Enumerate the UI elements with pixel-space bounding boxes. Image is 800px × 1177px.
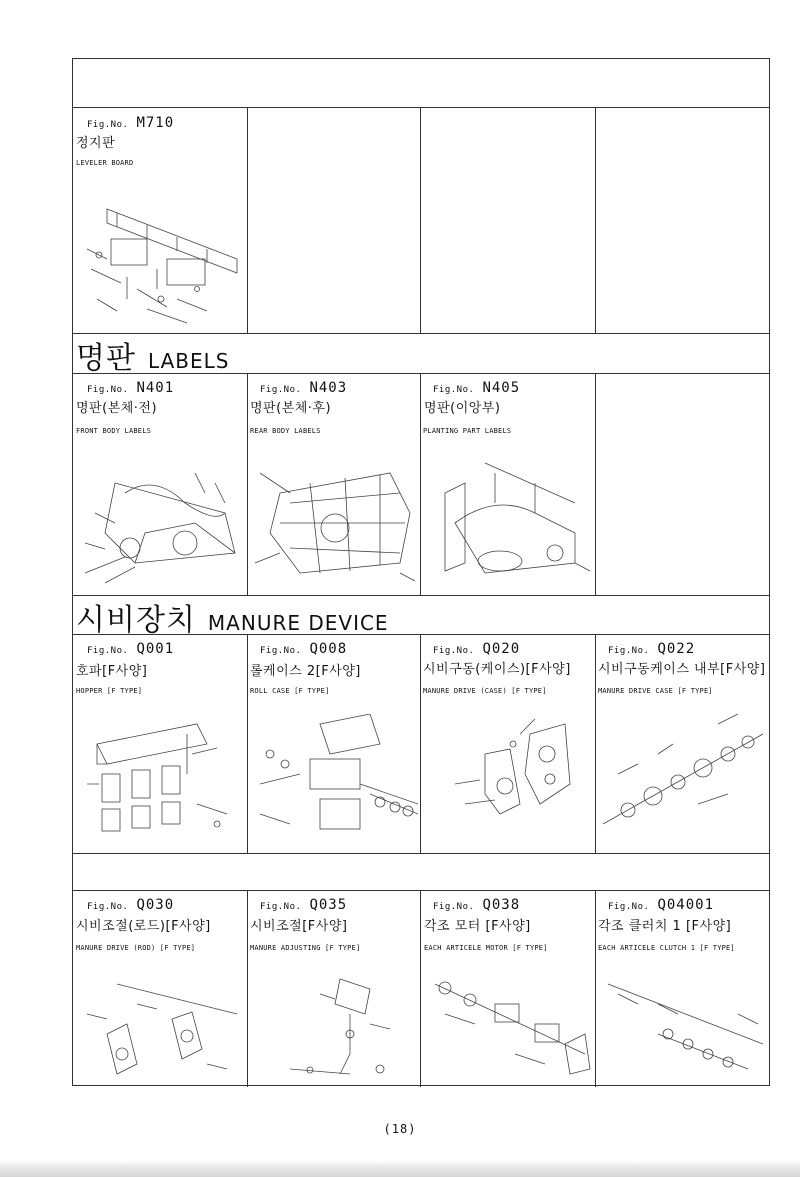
exploded-parts-drawing <box>250 453 418 587</box>
fig-title-ko: 호파[F사양] <box>76 664 148 679</box>
fig-number: Fig.No. Q001 <box>87 641 175 657</box>
figure-cell-n401[interactable] <box>73 373 247 594</box>
fig-title-en: EACH ARTICELE MOTOR [F TYPE] <box>424 944 548 952</box>
fig-title-en: MANURE DRIVE (CASE) [F TYPE] <box>423 687 547 695</box>
figure-cell-m710[interactable] <box>73 107 247 332</box>
fig-title-ko: 롤케이스 2[F사양] <box>250 664 361 679</box>
section-title-ko: 명판 <box>76 341 136 376</box>
grid-rule <box>73 853 769 854</box>
fig-number: Fig.No. N401 <box>87 380 175 396</box>
fig-title-ko: 명판(본체·전) <box>76 401 158 416</box>
fig-number: Fig.No. Q030 <box>87 897 175 913</box>
fig-title-ko: 명판(이앙부) <box>424 401 501 416</box>
fig-title-ko: 명판(본체·후) <box>250 401 332 416</box>
fig-title-en: ROLL CASE [F TYPE] <box>250 687 330 695</box>
grid-rule <box>595 373 596 595</box>
exploded-parts-drawing <box>77 189 243 325</box>
figure-cell-q038[interactable] <box>421 890 595 1086</box>
grid-rule <box>420 107 421 333</box>
exploded-parts-drawing <box>250 714 418 846</box>
exploded-parts-drawing <box>250 974 418 1082</box>
exploded-parts-drawing <box>598 974 766 1082</box>
fig-title-en: LEVELER BOARD <box>76 159 134 167</box>
figure-cell-n403[interactable] <box>248 373 420 594</box>
figure-cell-q030[interactable] <box>73 890 247 1086</box>
section-title-labels <box>76 333 229 377</box>
fig-title-en: REAR BODY LABELS <box>250 427 321 435</box>
fig-number: Fig.No. Q008 <box>260 641 348 657</box>
fig-number: Fig.No. M710 <box>87 115 175 131</box>
exploded-parts-drawing <box>425 453 593 587</box>
exploded-parts-drawing <box>425 974 591 1082</box>
fig-number: Fig.No. Q022 <box>608 641 696 657</box>
page-number: (18) <box>383 1122 417 1136</box>
figure-cell-q001[interactable] <box>73 634 247 852</box>
grid-rule <box>595 107 596 333</box>
exploded-parts-drawing <box>75 453 245 587</box>
fig-number: Fig.No. N405 <box>433 380 521 396</box>
section-title-en: MANURE DEVICE <box>207 611 389 635</box>
fig-title-en: MANURE DRIVE CASE [F TYPE] <box>598 687 713 695</box>
figure-cell-n405[interactable] <box>421 373 595 594</box>
figure-cell-q008[interactable] <box>248 634 420 852</box>
fig-title-en: PLANTING PART LABELS <box>423 427 512 435</box>
fig-number: Fig.No. Q035 <box>260 897 348 913</box>
exploded-parts-drawing <box>598 714 766 846</box>
fig-number: Fig.No. N403 <box>260 380 348 396</box>
section-title-ko: 시비장치 <box>76 603 196 638</box>
exploded-parts-drawing <box>425 714 591 846</box>
section-title-en: LABELS <box>147 349 230 373</box>
exploded-parts-drawing <box>77 714 243 846</box>
exploded-parts-drawing <box>77 974 243 1082</box>
figure-cell-q04001[interactable] <box>596 890 769 1086</box>
figure-cell-q020[interactable] <box>421 634 595 852</box>
page-bottom-edge <box>0 1160 800 1177</box>
fig-number: Fig.No. Q04001 <box>608 897 715 913</box>
grid-rule <box>247 107 248 333</box>
fig-title-en: MANURE DRIVE (ROD) [F TYPE] <box>76 944 196 952</box>
fig-title-ko: 각조 클러치 1 [F사양] <box>598 919 732 934</box>
fig-number: Fig.No. Q038 <box>433 897 521 913</box>
fig-number: Fig.No. Q020 <box>433 641 521 657</box>
fig-title-en: MANURE ADJUSTING [F TYPE] <box>250 944 361 952</box>
fig-title-ko: 시비구동케이스 내부[F사양] <box>598 662 766 677</box>
fig-title-ko: 시비조절(로드)[F사양] <box>76 919 211 934</box>
section-title-manure-device <box>76 595 389 639</box>
fig-title-en: HOPPER [F TYPE] <box>76 687 143 695</box>
figure-cell-q035[interactable] <box>248 890 420 1086</box>
fig-title-ko: 시비구동(케이스)[F사양] <box>423 662 571 677</box>
fig-title-ko: 시비조절[F사양] <box>250 919 348 934</box>
fig-title-en: EACH ARTICELE CLUTCH 1 [F TYPE] <box>598 944 735 952</box>
fig-title-ko: 각조 모터 [F사양] <box>424 919 531 934</box>
figure-cell-q022[interactable] <box>596 634 769 852</box>
fig-title-en: FRONT BODY LABELS <box>76 427 152 435</box>
fig-title-ko: 정지판 <box>76 136 116 151</box>
